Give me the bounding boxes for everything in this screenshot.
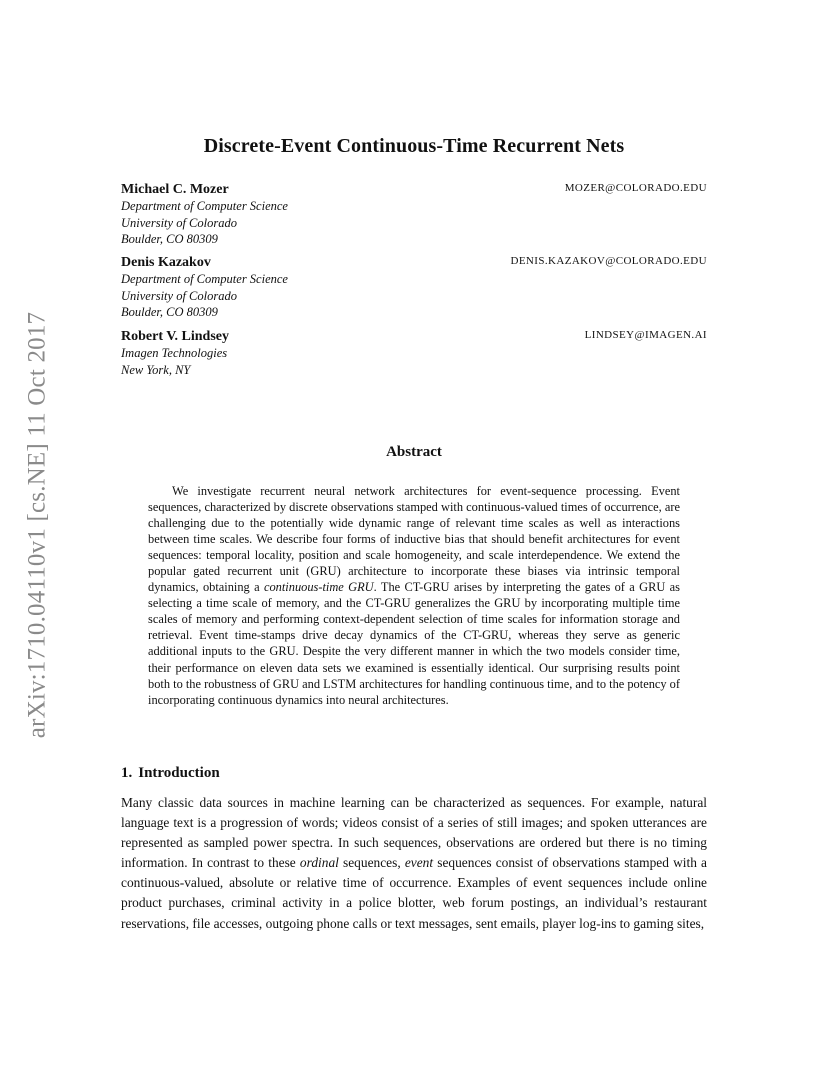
intro-emphasis: event [404,855,434,871]
arxiv-identifier: arXiv:1710.04110v1 [cs.NE] 11 Oct 2017 [23,311,51,739]
author-location: Boulder, CO 80309 [121,232,218,246]
abstract-paragraph [148,483,680,708]
section-heading [121,765,220,782]
intro-paragraph [121,793,707,934]
author-name: Denis Kazakov [121,255,211,270]
arxiv-side-stamp [14,290,60,760]
author-email: LINDSEY@IMAGEN.AI [584,329,707,341]
intro-text: sequences, [338,855,405,871]
intro-text: sequences consist of observations stamped with a continuous-valued, absolute or relative time of occurrence. Examples of event sequences include online product purchases, criminal activity in a police blotter, web forum postings, an individual’s restaurant reservations, file accesses, outgoing phone calls or text messages, sent emails, player log-ins to gaming sites, [121,855,708,931]
author-name: Michael C. Mozer [121,182,229,197]
author-email: MOZER@COLORADO.EDU [564,182,707,194]
author-institution: University of Colorado [121,215,237,230]
intro-emphasis: ordinal [299,855,339,871]
author-block [121,181,707,248]
section-title: Introduction [138,765,220,781]
author-email: DENIS.KAZAKOV@COLORADO.EDU [510,255,707,267]
abstract-text: We investigate recurrent neural network architectures for event-sequence processing. Event sequences, characterized by discrete observations stamped with continuous-valued times of occurrence, are challenging due to the potentially wide dynamic range of relevant time scales as well as interactions between time scales. We describe four forms of inductive bias that should benefit architectures for event sequences: temporal locality, position and scale homogeneity, and scale interdependence. We extend the popular gated recurrent unit (GRU) architecture to incorporate these biases via intrinsic temporal dynamics, obtaining a [148,484,680,595]
author-institution: University of Colorado [121,288,237,303]
author-department: Department of Computer Science [121,272,288,286]
abstract-text: . The CT-GRU arises by interpreting the gates of a GRU as selecting a time scale of memory, and the CT-GRU generalizes the GRU by incorporating multiple time scales of memory and performing context-dependent selection of time scales for information storage and retrieval. Event time-stamps drive decay dynamics of the CT-GRU, whereas they serve as generic additional inputs to the GRU. Despite the very different manner in which the two models consider time, their performance on eleven data sets we examined is essentially identical. Our surprising results point both to the robustness of GRU and LSTM architectures for handling continuous time, and to the potency of incorporating continuous dynamics into neural architectures. [148,580,681,707]
author-institution: Imagen Technologies [121,346,228,360]
author-department: Department of Computer Science [121,199,288,213]
author-name: Robert V. Lindsey [121,329,230,344]
author-block [121,328,707,378]
abstract-emphasis: continuous-time GRU [263,580,374,595]
paper-title: Discrete-Event Continuous-Time Recurrent Nets [203,135,625,157]
author-block [121,254,707,321]
author-location: New York, NY [121,362,191,377]
section-number: 1. [121,765,133,781]
author-location: Boulder, CO 80309 [121,305,218,319]
abstract-heading: Abstract [386,444,442,460]
intro-text: Many classic data sources in machine learning can be characterized as sequences. For example, natural language text is a progression of words; videos consist of a series of still images; and spoken utterances are represented as sampled power spectra. In such sequences, observations are ordered but there is no timing information. In contrast to these [121,795,707,871]
